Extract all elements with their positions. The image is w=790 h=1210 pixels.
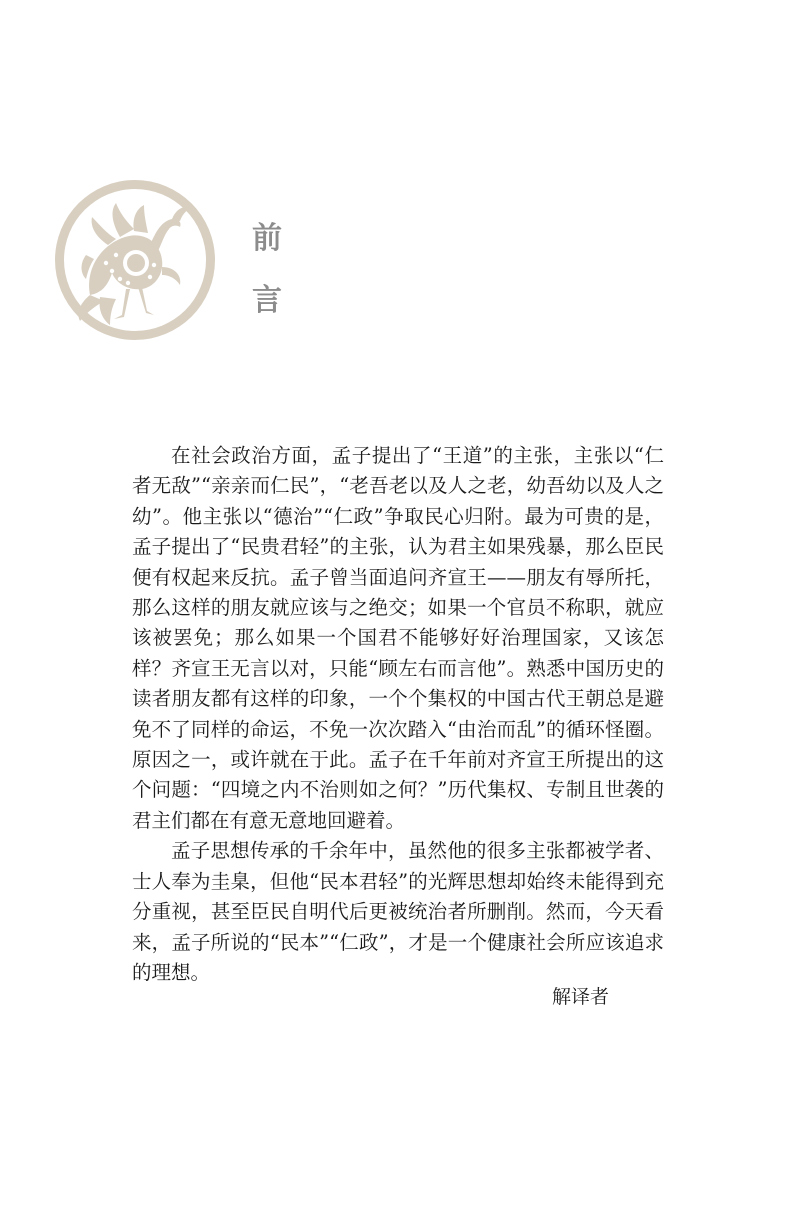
paragraph-1: 在社会政治方面，孟子提出了“王道”的主张，主张以“仁者无敌”“亲亲而仁民”，“老吾老以及人之老，幼吾幼以及人之幼”。他主张以“德治”“仁政”争取民心归附。最为可贵的是，孟子提出了“民贵君轻”的主张，认为君主如果残暴，那么臣民便有权起来反抗。孟子曾当面追问齐宣王——朋友有辱所托，那么这样的朋友就应该与之绝交；如果一个官员不称职，就应该被罢免；那么如果一个国君不能够好好治理国家，又该怎样？齐宣王无言以对，只能“顾左右而言他”。熟悉中国历史的读者朋友都有这样的印象，一个个集权的中国古代王朝总是避免不了同样的命运，不免一次次踏入“由治而乱”的循环怪圈。原因之一，或许就在于此。孟子在千年前对齐宣王所提出的这个问题：“四境之内不治则如之何？”历代集权、专制且世袭的君主们都在有意无意地回避着。 [132, 444, 664, 832]
paragraph-2: 孟子思想传承的千余年中，虽然他的很多主张都被学者、士人奉为圭臬，但他“民本君轻”的光辉思想却始终未能得到充分重视，甚至臣民自明代后更被统治者所删削。然而，今天看来，孟子所说的“民本”“仁政”，才是一个健康社会所应该追求的理想。 [132, 839, 664, 984]
title-char-1: 前 [252, 221, 282, 256]
phoenix-seal-icon [50, 175, 220, 345]
preface-body [132, 441, 664, 988]
author-signature: 解译者 [552, 986, 610, 1008]
title-char-2: 言 [252, 283, 282, 318]
page-title [247, 222, 287, 318]
